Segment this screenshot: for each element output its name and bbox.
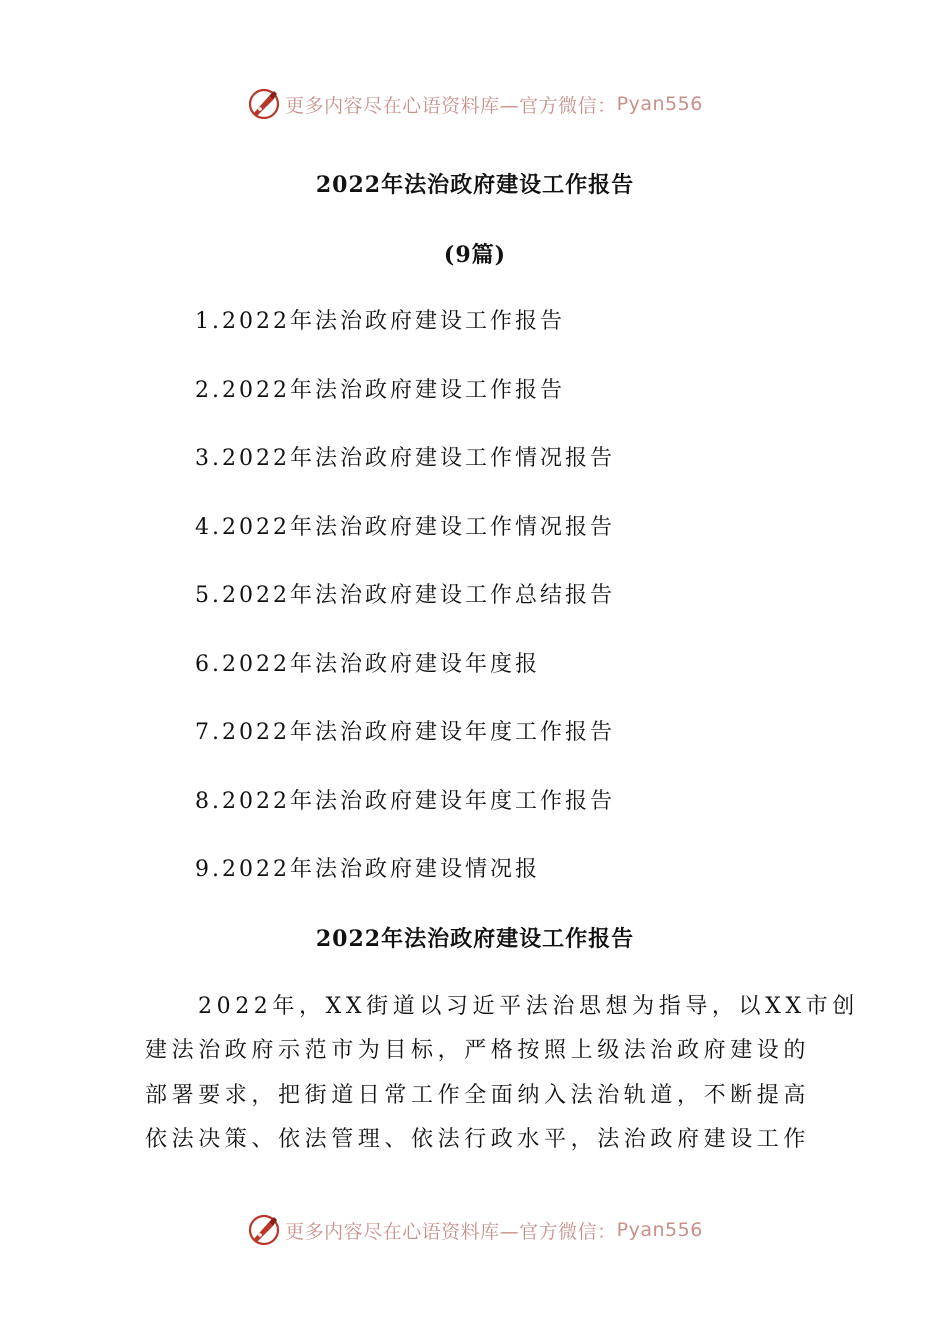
toc-item: 7.2022年法治政府建设年度工作报告 (195, 720, 615, 745)
watermark-wechat-id: Pyan556 (616, 1219, 703, 1241)
toc-item: 8.2022年法治政府建设年度工作报告 (195, 788, 615, 814)
toc-item: 3.2022年法治政府建设工作情况报告 (195, 446, 615, 471)
footer-watermark (0, 1210, 950, 1250)
pen-nib-logo-icon (247, 1213, 281, 1247)
watermark-text: 更多内容尽在心语资料库—官方微信： (285, 94, 617, 117)
toc-item: 4.2022年法治政府建设工作情况报告 (195, 514, 615, 540)
body-paragraph (145, 985, 859, 1162)
document-count: (9篇) (443, 242, 507, 268)
body-line: 2022年，XX街道以习近平法治思想为指导，以XX市创 (198, 994, 859, 1019)
header-watermark (0, 84, 950, 124)
toc-item: 6.2022年法治政府建设年度报 (195, 651, 540, 677)
watermark-wechat-id: Pyan556 (616, 93, 703, 115)
table-of-contents (195, 302, 615, 919)
body-line: 建法治政府示范市为目标，严格按照上级法治政府建设的 (145, 1038, 811, 1064)
document-title: 2022年法治政府建设工作报告 (315, 172, 635, 198)
watermark-text: 更多内容尽在心语资料库—官方微信： (285, 1220, 617, 1243)
toc-item: 5.2022年法治政府建设工作总结报告 (195, 583, 615, 608)
body-line: 部署要求，把街道日常工作全面纳入法治轨道，不断提高 (145, 1082, 811, 1108)
body-line: 依法决策、依法管理、依法行政水平，法治政府建设工作 (145, 1126, 811, 1152)
toc-item: 9.2022年法治政府建设情况报 (195, 857, 540, 882)
section-title: 2022年法治政府建设工作报告 (315, 926, 635, 952)
pen-nib-logo-icon (247, 87, 281, 121)
toc-item: 1.2022年法治政府建设工作报告 (195, 309, 565, 334)
toc-item: 2.2022年法治政府建设工作报告 (195, 377, 565, 403)
